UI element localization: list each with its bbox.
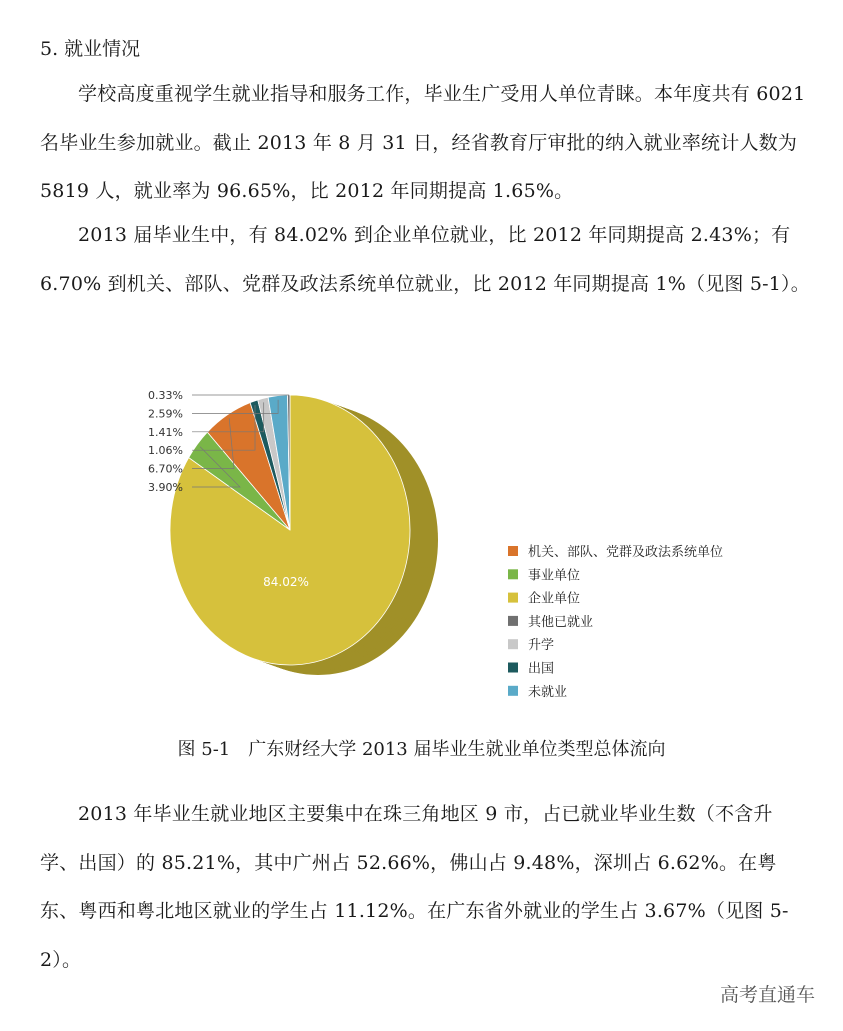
legend-label: 出国: [528, 661, 555, 677]
pie-label-main: 84.02%: [263, 575, 309, 589]
pie-body: [170, 395, 438, 675]
legend-label: 其他已就业: [528, 614, 594, 630]
pie-legend: [508, 544, 723, 700]
watermark: 高考直通车: [719, 984, 815, 1006]
legend-swatch: [508, 686, 518, 696]
legend-label: 事业单位: [528, 568, 581, 584]
legend-label: 未就业: [528, 684, 568, 700]
paragraph-employment-regions: 2013 年毕业生就业地区主要集中在珠三角地区 9 市，占已就业毕业生数（不含升学、出国）的 85.21%，其中广州占 52.66%，佛山占 9.48%，深圳占 6.62%。在粤东、粤西和粤北地区就业的学生占 11.12%。在广东省外就业的学生占 3.67%（见图 5-2）。: [40, 803, 789, 971]
callout-label: 1.06%: [148, 444, 183, 458]
legend-swatch: [508, 663, 518, 673]
legend-swatch: [508, 639, 518, 649]
legend-label: 升学: [528, 638, 555, 654]
callout-label: 1.41%: [148, 425, 183, 439]
figure-caption: 图 5-1 广东财经大学 2013 届毕业生就业单位类型总体流向: [177, 739, 666, 760]
legend-swatch: [508, 546, 518, 556]
paragraph-employer-types: 2013 届毕业生中，有 84.02% 到企业单位就业，比 2012 年同期提高 2.43%；有 6.70% 到机关、部队、党群及政法系统单位就业，比 2012 年同期提高 1%（见图 5-1）。: [40, 224, 810, 295]
legend-swatch: [508, 569, 518, 579]
legend-label: 企业单位: [528, 591, 581, 607]
legend-label: 机关、部队、党群及政法系统单位: [528, 545, 724, 560]
callout-label: 2.59%: [148, 407, 183, 421]
section-heading: 5. 就业情况: [40, 38, 141, 60]
legend-swatch: [508, 616, 518, 626]
paragraph-employment-rate: 学校高度重视学生就业指导和服务工作，毕业生广受用人单位青睐。本年度共有 6021 名毕业生参加就业。截止 2013 年 8 月 31 日，经省教育厅审批的纳入就业率统计人数为 5819 人，就业率为 96.65%，比 2012 年同期提高 1.65%。: [40, 83, 806, 202]
callout-label: 6.70%: [148, 462, 183, 476]
callout-label: 3.90%: [148, 481, 183, 494]
legend-swatch: [508, 593, 518, 603]
employment-pie-chart: [130, 375, 810, 710]
callout-label: 0.33%: [148, 389, 183, 402]
